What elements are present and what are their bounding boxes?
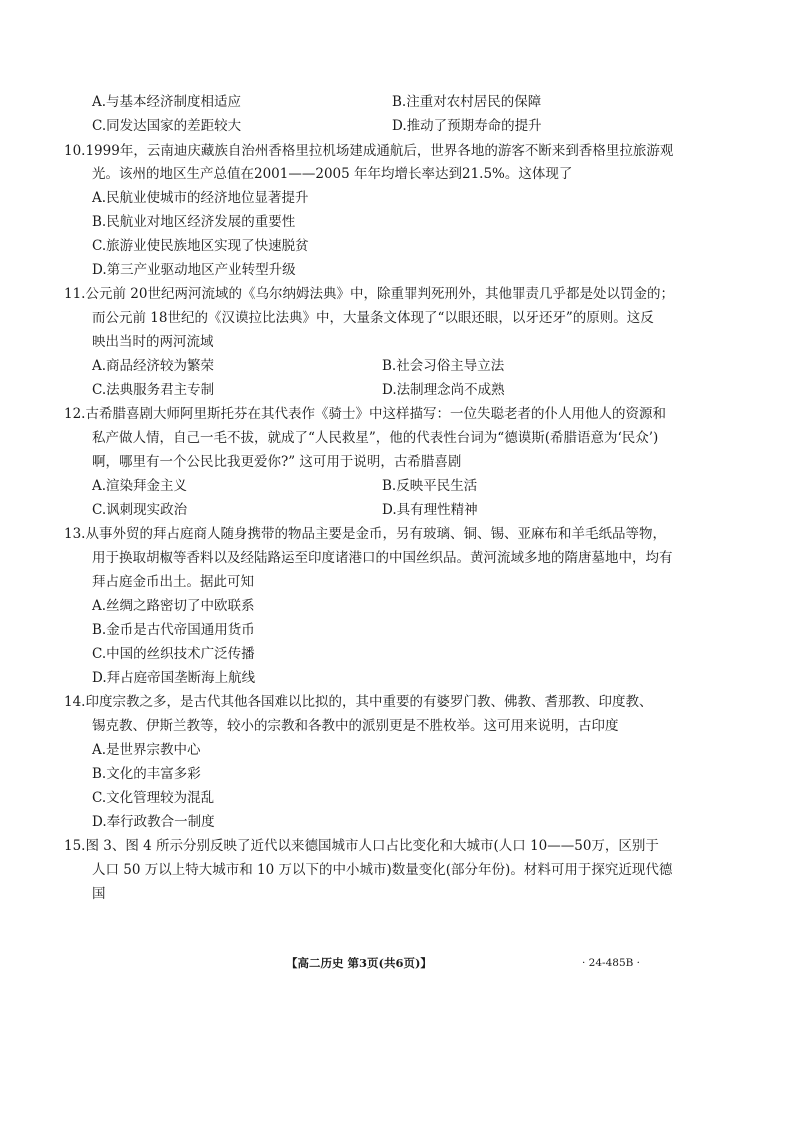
- q14-option-b: B.文化的丰富多彩: [92, 766, 201, 782]
- q12-option-c: C.讽刺现实政治: [92, 502, 188, 518]
- page-footer-code: · 24-485B ·: [582, 957, 641, 969]
- q14-option-a: A.是世界宗教中心: [92, 742, 201, 758]
- q11-option-d: D.法制理念尚不成熟: [382, 382, 505, 398]
- q12-stem-line-2: 私产做人情，自己一毛不拔，就成了“人民救星”，他的代表性台词为“德谟斯(希腊语意为‘民众’): [92, 430, 659, 446]
- q15-stem-line-1: 15.图 3、图 4 所示分别反映了近代以来德国城市人口占比变化和大城市(人口 10——50万，区别于: [64, 838, 659, 854]
- q10-option-c: C.旅游业使民族地区实现了快速脱贫: [92, 238, 309, 254]
- q12-stem-line-3: 啊，哪里有一个公民比我更爱你?” 这可用于说明，古希腊喜剧: [92, 454, 462, 470]
- page-footer-title: 【高二历史 第3页(共6页)】: [286, 956, 432, 970]
- q9-option-b: B.注重对农村居民的保障: [392, 94, 542, 110]
- q14-stem-line-1: 14.印度宗教之多，是古代其他各国难以比拟的，其中重要的有婆罗门教、佛教、耆那教、印度教、: [64, 694, 653, 710]
- q11-option-c: C.法典服务君主专制: [92, 382, 215, 398]
- q13-option-d: D.拜占庭帝国垄断海上航线: [92, 670, 256, 686]
- q9-option-a: A.与基本经济制度相适应: [92, 94, 242, 110]
- q9-option-d: D.推动了预期寿命的提升: [392, 118, 542, 134]
- q15-stem-line-3: 国: [92, 886, 106, 902]
- q10-stem-line-1: 10.1999年，云南迪庆藏族自治州香格里拉机场建成通航后，世界各地的游客不断来到香格里拉旅游观: [64, 143, 674, 159]
- q11-stem-line-2: 而公元前 18世纪的《汉谟拉比法典》中，大量条文体现了“以眼还眼，以牙还牙”的原则。这反: [92, 310, 654, 326]
- q14-option-d: D.奉行政教合一制度: [92, 814, 215, 830]
- q11-option-b: B.社会习俗主导立法: [382, 358, 505, 374]
- q15-stem-line-2: 人口 50 万以上特大城市和 10 万以下的中小城市)数量变化(部分年份)。材料可用于探究近现代德: [92, 862, 673, 878]
- q12-option-b: B.反映平民生活: [382, 478, 478, 494]
- q13-option-c: C.中国的丝织技术广泛传播: [92, 646, 255, 662]
- q12-option-a: A.渲染拜金主义: [92, 478, 188, 494]
- q13-option-b: B.金币是古代帝国通用货币: [92, 622, 255, 638]
- q14-option-c: C.文化管理较为混乱: [92, 790, 215, 806]
- q9-option-c: C.同发达国家的差距较大: [92, 118, 242, 134]
- q13-stem-line-2: 用于换取胡椒等香料以及经陆路运至印度诸港口的中国丝织品。黄河流域多地的隋唐墓地中，均有: [92, 550, 673, 566]
- q10-option-d: D.第三产业驱动地区产业转型升级: [92, 262, 296, 278]
- q12-option-d: D.具有理性精神: [382, 502, 478, 518]
- q11-option-a: A.商品经济较为繁荣: [92, 358, 215, 374]
- q10-stem-line-2: 光。该州的地区生产总值在2001——2005 年年均增长率达到21.5%。这体现了: [92, 166, 573, 182]
- q10-option-b: B.民航业对地区经济发展的重要性: [92, 214, 296, 230]
- q11-stem-line-3: 映出当时的两河流域: [92, 334, 214, 350]
- q11-stem-line-1: 11.公元前 20世纪两河流域的《乌尔纳姆法典》中，除重罪判死刑外，其他罪责几乎都是处以罚金的；: [64, 286, 674, 302]
- q13-stem-line-1: 13.从事外贸的拜占庭商人随身携带的物品主要是金币，另有玻璃、铜、锡、亚麻布和羊毛纸品等物，: [64, 526, 666, 542]
- q10-option-a: A.民航业使城市的经济地位显著提升: [92, 190, 309, 206]
- q14-stem-line-2: 锡克教、伊斯兰教等，较小的宗教和各教中的派别更是不胜枚举。这可用来说明，古印度: [92, 718, 619, 734]
- q13-stem-line-3: 拜占庭金币出土。据此可知: [92, 574, 254, 590]
- q13-option-a: A.丝绸之路密切了中欧联系: [92, 598, 255, 614]
- q12-stem-line-1: 12.古希腊喜剧大师阿里斯托芬在其代表作《骑士》中这样描写：一位失聪老者的仆人用他人的资源和: [64, 406, 666, 422]
